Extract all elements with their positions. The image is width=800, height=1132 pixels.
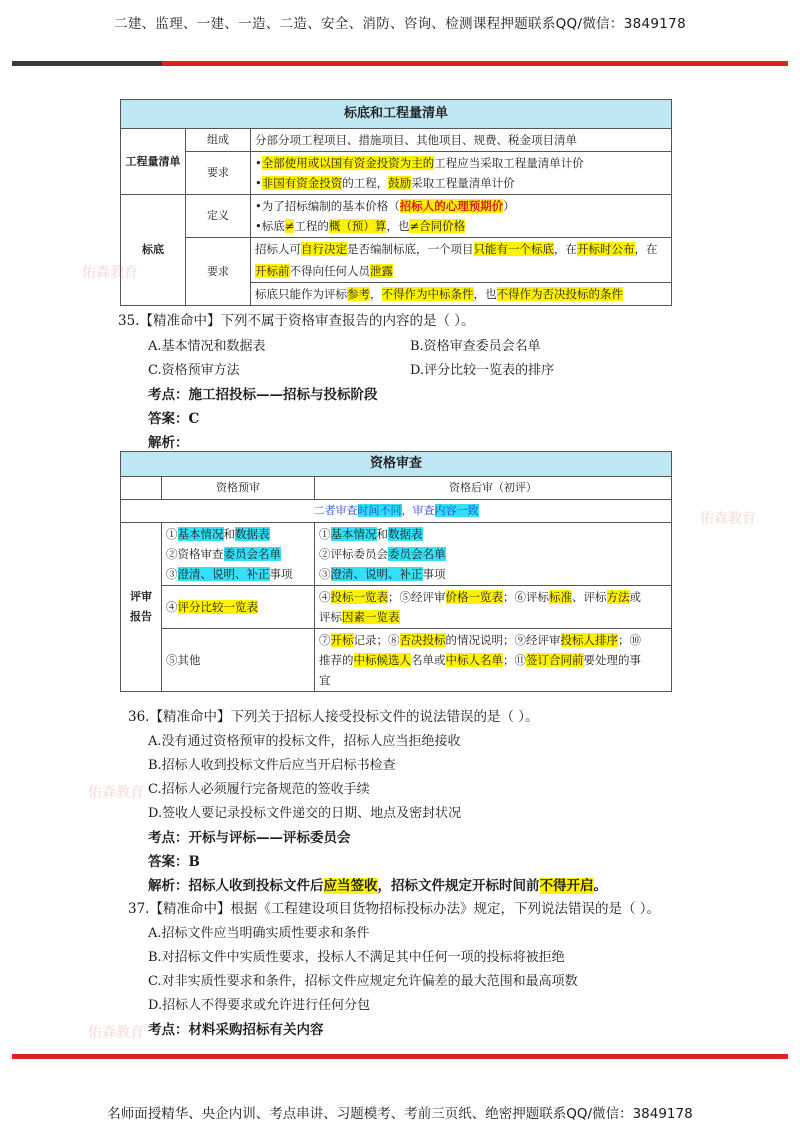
biaodi-dingyi: •为了招标编制的基本价格（招标人的心理预期价） •标底≠工程的概（预）算，也≠合同价格: [251, 195, 672, 238]
q35-stem: 35.【精准命中】下列不属于资格审查报告的内容的是（ ）。: [118, 313, 475, 329]
watermark-logo: 佑森教育: [88, 1025, 144, 1041]
footer-divider: [12, 1054, 788, 1059]
table-title: 资格审查: [121, 452, 672, 477]
q36-kaodian: 考点：开标与评标——评标委员会: [148, 830, 351, 846]
watermark-logo: 佑森教育: [88, 785, 144, 801]
page-header: 二建、监理、一建、一造、二造、安全、消防、咨询、检测课程押题联系QQ/微信：3849178: [114, 16, 686, 32]
col-header-yushen: 资格预审: [162, 477, 315, 500]
yushen-other: ⑤其他: [162, 629, 315, 692]
q37-option-a: A.招标文件应当明确实质性要求和条件: [148, 926, 370, 941]
q37-stem: 37.【精准命中】根据《工程建设项目货物招标投标办法》规定，下列说法错误的是（ ）。: [128, 901, 661, 917]
q36-answer: 答案：B: [148, 854, 200, 870]
q35-kaodian: 考点：施工招投标——招标与投标阶段: [148, 387, 378, 403]
q35-jiexi: 解析：: [148, 435, 189, 451]
q37-option-b: B.对招标文件中实质性要求，投标人不满足其中任何一项的投标将被拒绝: [148, 950, 565, 965]
q35-option-a: A.基本情况和数据表: [148, 339, 266, 354]
row-label-biaodi: 标底: [121, 195, 186, 306]
header-divider: [12, 61, 788, 66]
biaodi-yaoqiu: 招标人可自行决定是否编制标底，一个项目只能有一个标底，在开标时公布，在 开标前不得向任何人员泄露 标底只能作为评标参考，不得作为中标条件，也不得作为否决投标的条件: [251, 238, 672, 306]
q37-option-d: D.招标人不得要求或允许进行任何分包: [148, 998, 371, 1013]
q35-option-b: B.资格审查委员会名单: [410, 339, 541, 354]
yushen-score: ④评分比较一览表: [162, 586, 315, 629]
gcl-yaoqiu: •全部使用或以国有资金投资为主的工程应当采取工程量清单计价 •非国有资金投资的工程，鼓励采取工程量清单计价: [251, 152, 672, 195]
shencha-note: 二者审查时间不同，审查内容一致: [121, 500, 672, 523]
q35-option-c: C.资格预审方法: [148, 363, 240, 378]
yushen-basic: ①基本情况和数据表 ②资格审查委员会名单 ③澄清、说明、补正事项: [162, 523, 315, 586]
page-footer: 名师面授精华、央企内训、考点串讲、习题模考、考前三页纸、绝密押题联系QQ/微信：3849178: [107, 1106, 693, 1122]
col-label-yaoqiu-2: 要求: [186, 238, 251, 306]
q36-option-d: D.签收人要记录投标文件递交的日期、地点及密封状况: [148, 806, 462, 821]
houshen-lists: ④投标一览表；⑤经评审价格一览表；⑥评标标准、评标方法或 评标因素一览表: [315, 586, 672, 629]
q36-jiexi: 解析：招标人收到投标文件后应当签收，招标文件规定开标时间前不得开启。: [148, 878, 607, 894]
q36-option-b: B.招标人收到投标文件后应当开启标书检查: [148, 758, 396, 773]
q37-option-c: C.对非实质性要求和条件，招标文件应规定允许偏差的最大范围和最高项数: [148, 974, 578, 989]
houshen-other: ⑦开标记录；⑧否决投标的情况说明；⑨经评审投标人排序；⑩ 推荐的中标候选人名单或中标人名单；⑪签订合同前要处理的事 宜: [315, 629, 672, 692]
col-label-zucheng: 组成: [186, 129, 251, 152]
q37-kaodian: 考点：材料采购招标有关内容: [148, 1022, 324, 1038]
q36-stem: 36.【精准命中】下列关于招标人接受投标文件的说法错误的是（ ）。: [128, 709, 539, 725]
watermark-logo: 佑森教育: [700, 511, 756, 527]
row-label-pingshen-baogao: 评审 报告: [121, 523, 162, 692]
watermark-logo: 佑森教育: [82, 265, 138, 281]
col-label-yaoqiu: 要求: [186, 152, 251, 195]
row-label-gongchengliang: 工程量清单: [121, 129, 186, 195]
q35-option-d: D.评分比较一览表的排序: [410, 363, 555, 378]
q35-answer: 答案：C: [148, 411, 200, 427]
table-title: 标底和工程量清单: [121, 100, 672, 129]
zucheng-text: 分部分项工程项目、措施项目、其他项目、规费、税金项目清单: [251, 129, 672, 152]
col-header-houshen: 资格后审（初评）: [315, 477, 672, 500]
zige-shencha-table: [120, 451, 672, 692]
biaodi-gongchengliang-table: [120, 99, 672, 306]
q36-option-a: A.没有通过资格预审的投标文件，招标人应当拒绝接收: [148, 734, 461, 749]
q36-option-c: C.招标人必须履行完备规范的签收手续: [148, 782, 370, 797]
houshen-basic: ①基本情况和数据表 ②评标委员会委员会名单 ③澄清、说明、补正事项: [315, 523, 672, 586]
col-label-dingyi: 定义: [186, 195, 251, 238]
